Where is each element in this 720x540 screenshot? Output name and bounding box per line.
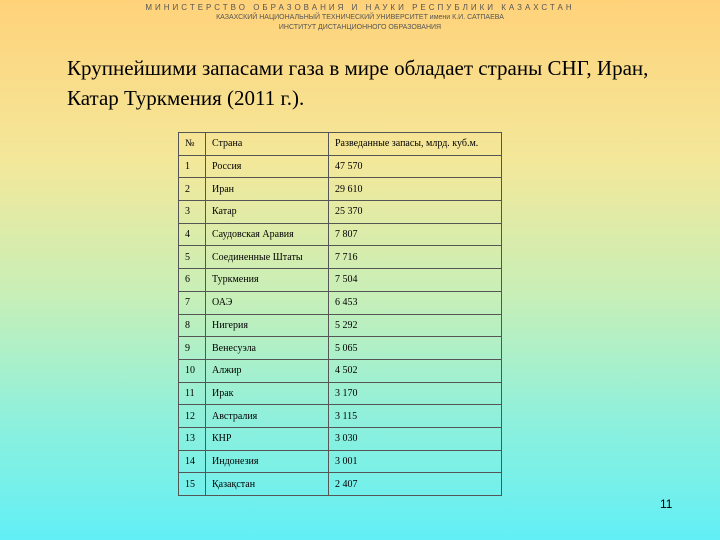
cell-country: Австралия: [206, 405, 329, 428]
cell-number: 2: [179, 178, 206, 201]
table-row: [179, 201, 502, 224]
cell-country: ОАЭ: [206, 291, 329, 314]
table-body: [179, 155, 502, 495]
cell-reserves: 7 504: [329, 269, 502, 292]
table-row: [179, 269, 502, 292]
header-cell-country: Страна: [206, 133, 329, 156]
cell-country: Иран: [206, 178, 329, 201]
gas-reserves-table: [178, 132, 502, 496]
header-cell-reserves: Разведанные запасы, млрд. куб.м.: [329, 133, 502, 156]
ministry-header: МИНИСТЕРСТВО ОБРАЗОВАНИЯ И НАУКИ РЕСПУБЛИКИ КАЗАХСТАН: [145, 3, 575, 12]
header-cell-number: №: [179, 133, 206, 156]
cell-reserves: 3 115: [329, 405, 502, 428]
cell-number: 14: [179, 450, 206, 473]
table-row: [179, 473, 502, 496]
cell-reserves: 7 807: [329, 223, 502, 246]
cell-number: 7: [179, 291, 206, 314]
cell-reserves: 47 570: [329, 155, 502, 178]
cell-number: 1: [179, 155, 206, 178]
cell-reserves: 3 030: [329, 427, 502, 450]
university-header: КАЗАХСКИЙ НАЦИОНАЛЬНЫЙ ТЕХНИЧЕСКИЙ УНИВЕРСИТЕТ имени К.И. САТПАЕВА: [216, 14, 504, 21]
cell-number: 9: [179, 337, 206, 360]
institute-header: ИНСТИТУТ ДИСТАНЦИОННОГО ОБРАЗОВАНИЯ: [278, 24, 442, 31]
table-row: [179, 359, 502, 382]
table-row: [179, 291, 502, 314]
table-row: [179, 314, 502, 337]
cell-country: Индонезия: [206, 450, 329, 473]
cell-reserves: 5 065: [329, 337, 502, 360]
cell-country: Саудовская Аравия: [206, 223, 329, 246]
cell-reserves: 3 001: [329, 450, 502, 473]
table-row: [179, 450, 502, 473]
table-row: [179, 223, 502, 246]
cell-reserves: 7 716: [329, 246, 502, 269]
table-row: [179, 178, 502, 201]
cell-country: Туркмения: [206, 269, 329, 292]
cell-country: Нигерия: [206, 314, 329, 337]
cell-reserves: 29 610: [329, 178, 502, 201]
cell-country: Ирак: [206, 382, 329, 405]
page-number: 11: [660, 497, 673, 511]
table-row: [179, 405, 502, 428]
table-row: [179, 246, 502, 269]
cell-reserves: 2 407: [329, 473, 502, 496]
table-row: [179, 382, 502, 405]
cell-number: 13: [179, 427, 206, 450]
cell-number: 11: [179, 382, 206, 405]
cell-country: Алжир: [206, 359, 329, 382]
cell-number: 5: [179, 246, 206, 269]
cell-number: 4: [179, 223, 206, 246]
table-row: [179, 427, 502, 450]
cell-country: Қазақстан: [206, 473, 329, 496]
cell-reserves: 25 370: [329, 201, 502, 224]
cell-country: КНР: [206, 427, 329, 450]
cell-reserves: 6 453: [329, 291, 502, 314]
cell-country: Россия: [206, 155, 329, 178]
slide-title: Крупнейшими запасами газа в мире обладает страны СНГ, Иран, Катар Туркмения (2011 г.).: [67, 56, 649, 110]
table-row: [179, 155, 502, 178]
cell-reserves: 4 502: [329, 359, 502, 382]
cell-number: 15: [179, 473, 206, 496]
cell-number: 8: [179, 314, 206, 337]
table-row: [179, 337, 502, 360]
cell-country: Венесуэла: [206, 337, 329, 360]
cell-number: 6: [179, 269, 206, 292]
cell-reserves: 3 170: [329, 382, 502, 405]
table-header-row: [179, 133, 502, 156]
cell-country: Катар: [206, 201, 329, 224]
cell-country: Соединенные Штаты: [206, 246, 329, 269]
cell-number: 10: [179, 359, 206, 382]
cell-reserves: 5 292: [329, 314, 502, 337]
cell-number: 12: [179, 405, 206, 428]
cell-number: 3: [179, 201, 206, 224]
